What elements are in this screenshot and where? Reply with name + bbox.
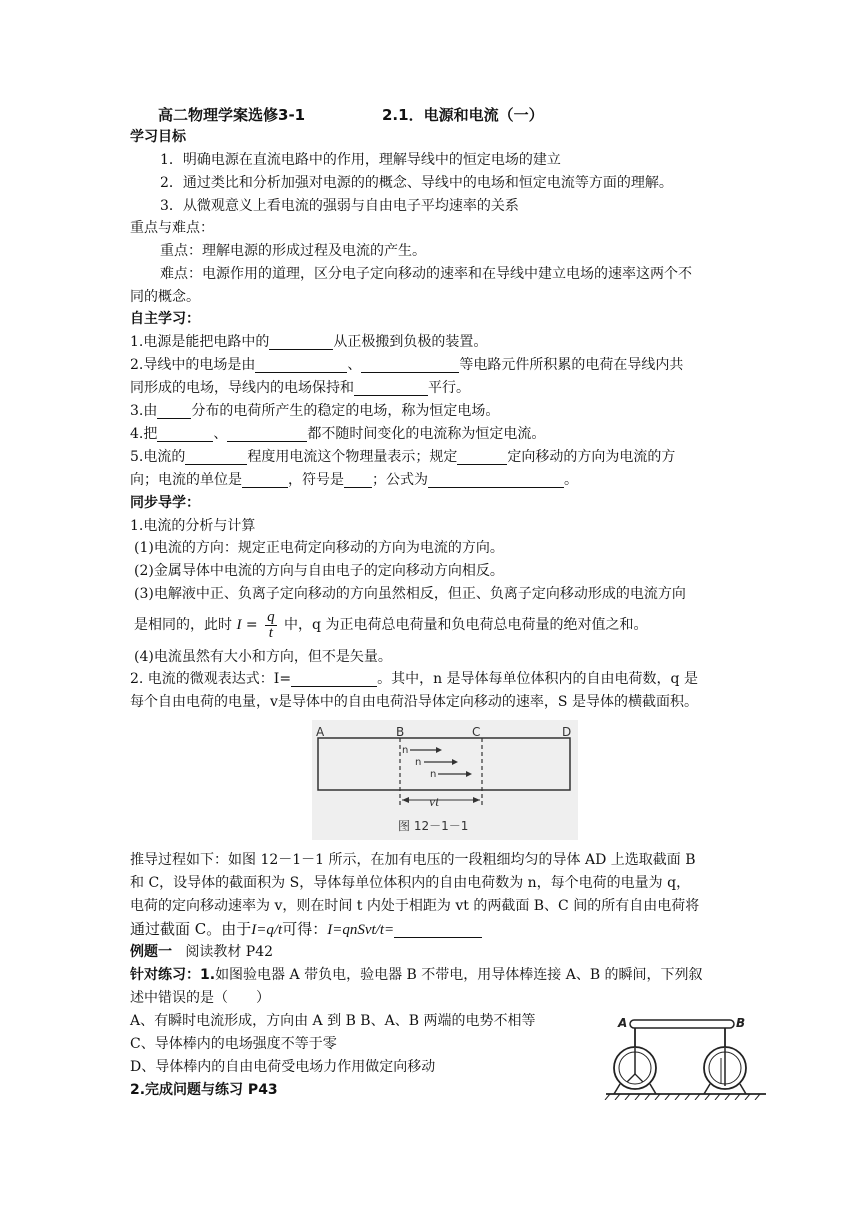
practice-q1-text-a: 如图验电器 A 带负电，验电器 B 不带电，用导体棒连接 A、B 的瞬间，下列叙 bbox=[215, 967, 703, 983]
keypoints-heading: 重点与难点： bbox=[130, 220, 214, 236]
q5-text-a: 5.电流的 bbox=[130, 449, 186, 465]
q5-text-e: ，符号是 bbox=[288, 472, 344, 488]
option-d: D、导体棒内的自由电荷受电场力作用做定向移动 bbox=[130, 1059, 436, 1075]
q5-blank-4[interactable] bbox=[344, 471, 372, 488]
self-study-q1 bbox=[130, 331, 487, 353]
q4-blank-2[interactable] bbox=[227, 425, 307, 442]
charge-label-2: n bbox=[415, 757, 422, 768]
option-a: A、有瞬时电流形成，方向由 A 到 B B、A、B 两端的电势不相等 bbox=[130, 1013, 536, 1029]
goal-item-1: 1．明确电源在直流电路中的作用，理解导线中的恒定电场的建立 bbox=[160, 152, 561, 168]
point-b-label: B bbox=[396, 725, 405, 739]
q2-blank-1[interactable] bbox=[255, 356, 347, 373]
s2-text-a: 2. 电流的微观表达式：I= bbox=[130, 671, 292, 687]
self-study-q2 bbox=[130, 354, 683, 376]
self-study-q5-cont bbox=[130, 469, 578, 491]
goal-item-2: 2．通过类比和分析加强对电源的的概念、导线中的电场和恒定电流等方面的理解。 bbox=[160, 175, 673, 191]
keypoint-difficulty-2: 同的概念。 bbox=[130, 289, 200, 305]
vt-label: vt bbox=[429, 795, 440, 810]
s2-text-b: 。其中，n 是导体每单位体积内的自由电荷数，q 是 bbox=[377, 671, 698, 687]
practice-q1-number: 1. bbox=[200, 967, 216, 983]
goals-heading: 学习目标 bbox=[130, 129, 186, 145]
electroscope-b-foot-left bbox=[704, 1084, 710, 1094]
practice-label: 针对练习： bbox=[130, 967, 200, 983]
keypoint-key: 重点：理解电源的形成过程及电流的产生。 bbox=[160, 243, 426, 259]
self-study-q2-cont bbox=[130, 377, 470, 399]
charge-label-1: n bbox=[402, 745, 409, 756]
formula-fraction bbox=[265, 610, 277, 641]
electroscope-b-label: B bbox=[736, 1016, 746, 1030]
q2-blank-2[interactable] bbox=[361, 356, 459, 373]
guide-heading: 同步导学： bbox=[130, 495, 200, 511]
q1-text-b: 从正极搬到负极的装置。 bbox=[333, 334, 488, 350]
point-c-label: C bbox=[472, 725, 481, 739]
guide-s2 bbox=[130, 668, 698, 690]
q3-blank[interactable] bbox=[157, 402, 191, 419]
q3-text-b: 分布的电荷所产生的稳定的电场，称为恒定电场。 bbox=[191, 403, 500, 419]
derivation-line-3: 电荷的定向移动速率为 v，则在时间 t 内处于相距为 vt 的两截面 B、C 间的所有自由电荷将 bbox=[130, 898, 700, 914]
electroscope-a-foot-right bbox=[650, 1084, 656, 1094]
q5-text-d: 向；电流的单位是 bbox=[130, 472, 242, 488]
formula-i-eq-qnsvt: I=qnSvt/t= bbox=[327, 922, 395, 938]
practice-q1-cont: 述中错误的是（ ） bbox=[130, 990, 270, 1006]
formula-denominator: t bbox=[268, 624, 273, 641]
formula-lhs: I bbox=[236, 617, 242, 633]
derivation-text-b: 可得： bbox=[282, 920, 328, 938]
q1-blank[interactable] bbox=[269, 333, 333, 350]
goal-item-3: 3．从微观意义上看电流的强弱与自由电子平均速率的关系 bbox=[160, 198, 519, 214]
self-study-q4 bbox=[130, 423, 545, 445]
q5-text-c: 定向移动的方向为电流的方 bbox=[507, 449, 676, 465]
example-label: 例题一 bbox=[130, 944, 172, 960]
conductor-figure bbox=[312, 720, 578, 840]
doc-title-right: 2.1．电源和电流（一） bbox=[382, 106, 544, 124]
formula-eq: = bbox=[245, 617, 258, 633]
point-a-label: A bbox=[316, 725, 325, 739]
formula-i-eq-q-over-t: I=q/t bbox=[251, 922, 283, 938]
q2-text-a: 2.导线中的电场是由 bbox=[130, 357, 256, 373]
q5-text-b: 程度用电流这个物理量表示；规定 bbox=[247, 449, 458, 465]
derivation-blank[interactable] bbox=[394, 921, 482, 938]
derivation-line-2: 和 C，设导体的截面积为 S，导体每单位体积内的自由电荷数为 n，每个电荷的电量为 q， bbox=[130, 875, 691, 891]
option-c: C、导体棒内的电场强度不等于零 bbox=[130, 1036, 337, 1052]
guide-s2-cont: 每个自由电荷的电量，v是导体中的自由电荷沿导体定向移动的速率，S 是导体的横截面积。 bbox=[130, 694, 698, 710]
self-study-q3 bbox=[130, 400, 499, 422]
doc-title-left: 高二物理学案选修3-1 bbox=[158, 106, 306, 124]
example-line bbox=[130, 941, 273, 963]
charge-label-3: n bbox=[430, 769, 437, 780]
derivation-text-a: 通过截面 C。由于 bbox=[130, 920, 252, 938]
q5-blank-5[interactable] bbox=[428, 471, 564, 488]
guide-s1-3b bbox=[134, 608, 647, 642]
q4-blank-1[interactable] bbox=[157, 425, 213, 442]
s1-3b-text-a: 是相同的，此时 bbox=[134, 617, 232, 633]
guide-s1-2: (2)金属导体中电流的方向与自由电子的定向移动方向相反。 bbox=[134, 563, 504, 579]
guide-s1: 1.电流的分析与计算 bbox=[130, 518, 256, 534]
q2-blank-3[interactable] bbox=[354, 379, 428, 396]
q4-text-c: 都不随时间变化的电流称为恒定电流。 bbox=[307, 426, 546, 442]
electroscope-b-foot-right bbox=[740, 1084, 746, 1094]
example-text: 阅读教材 P42 bbox=[185, 944, 274, 960]
electroscope-a-label: A bbox=[618, 1016, 628, 1030]
practice-q2: 2.完成问题与练习 P43 bbox=[130, 1082, 278, 1098]
ground-hatching bbox=[605, 1094, 760, 1100]
q4-text-b: 、 bbox=[213, 426, 228, 442]
guide-s1-1: (1)电流的方向：规定正电荷定向移动的方向为电流的方向。 bbox=[134, 540, 504, 556]
q1-text-a: 1.电源是能把电路中的 bbox=[130, 334, 270, 350]
figure-caption: 图 12－1－1 bbox=[398, 819, 469, 833]
practice-q1 bbox=[130, 964, 703, 986]
guide-s1-3: (3)电解液中正、负离子定向移动的方向虽然相反，但正、负离子定向移动形成的电流方向 bbox=[134, 586, 686, 602]
q4-text-a: 4.把 bbox=[130, 426, 158, 442]
keypoint-difficulty-1: 难点：电源作用的道理，区分电子定向移动的速率和在导线中建立电场的速率这两个不 bbox=[160, 266, 692, 282]
s2-blank[interactable] bbox=[291, 670, 377, 687]
guide-s1-4: (4)电流虽然有大小和方向，但不是矢量。 bbox=[134, 649, 392, 665]
q5-text-g: 。 bbox=[564, 472, 578, 488]
electroscope-a-foot-left bbox=[614, 1084, 620, 1094]
self-study-q5 bbox=[130, 446, 675, 468]
connecting-rod bbox=[630, 1020, 734, 1028]
q2-text-c: 等电路元件所积累的电荷在导线内共 bbox=[459, 357, 684, 373]
self-study-heading: 自主学习： bbox=[130, 311, 200, 327]
derivation-line-1: 推导过程如下：如图 12－1－1 所示，在加有电压的一段粗细均匀的导体 AD 上选取截面 B bbox=[130, 852, 696, 868]
q3-text-a: 3.由 bbox=[130, 403, 158, 419]
electroscope-figure bbox=[600, 1014, 770, 1100]
q5-text-f: ；公式为 bbox=[372, 472, 428, 488]
q2-text-e: 平行。 bbox=[428, 380, 470, 396]
q5-blank-3[interactable] bbox=[242, 471, 288, 488]
formula-numerator: q bbox=[267, 608, 275, 625]
q2-text-b: 、 bbox=[347, 357, 362, 373]
s1-3b-text-b: 中，q 为正电荷总电荷量和负电荷总电荷量的绝对值之和。 bbox=[284, 617, 648, 633]
q2-text-d: 同形成的电场，导线内的电场保持和 bbox=[130, 380, 354, 396]
q5-blank-1[interactable] bbox=[185, 448, 247, 465]
derivation-line-4 bbox=[130, 918, 482, 940]
point-d-label: D bbox=[562, 725, 572, 739]
q5-blank-2[interactable] bbox=[457, 448, 507, 465]
